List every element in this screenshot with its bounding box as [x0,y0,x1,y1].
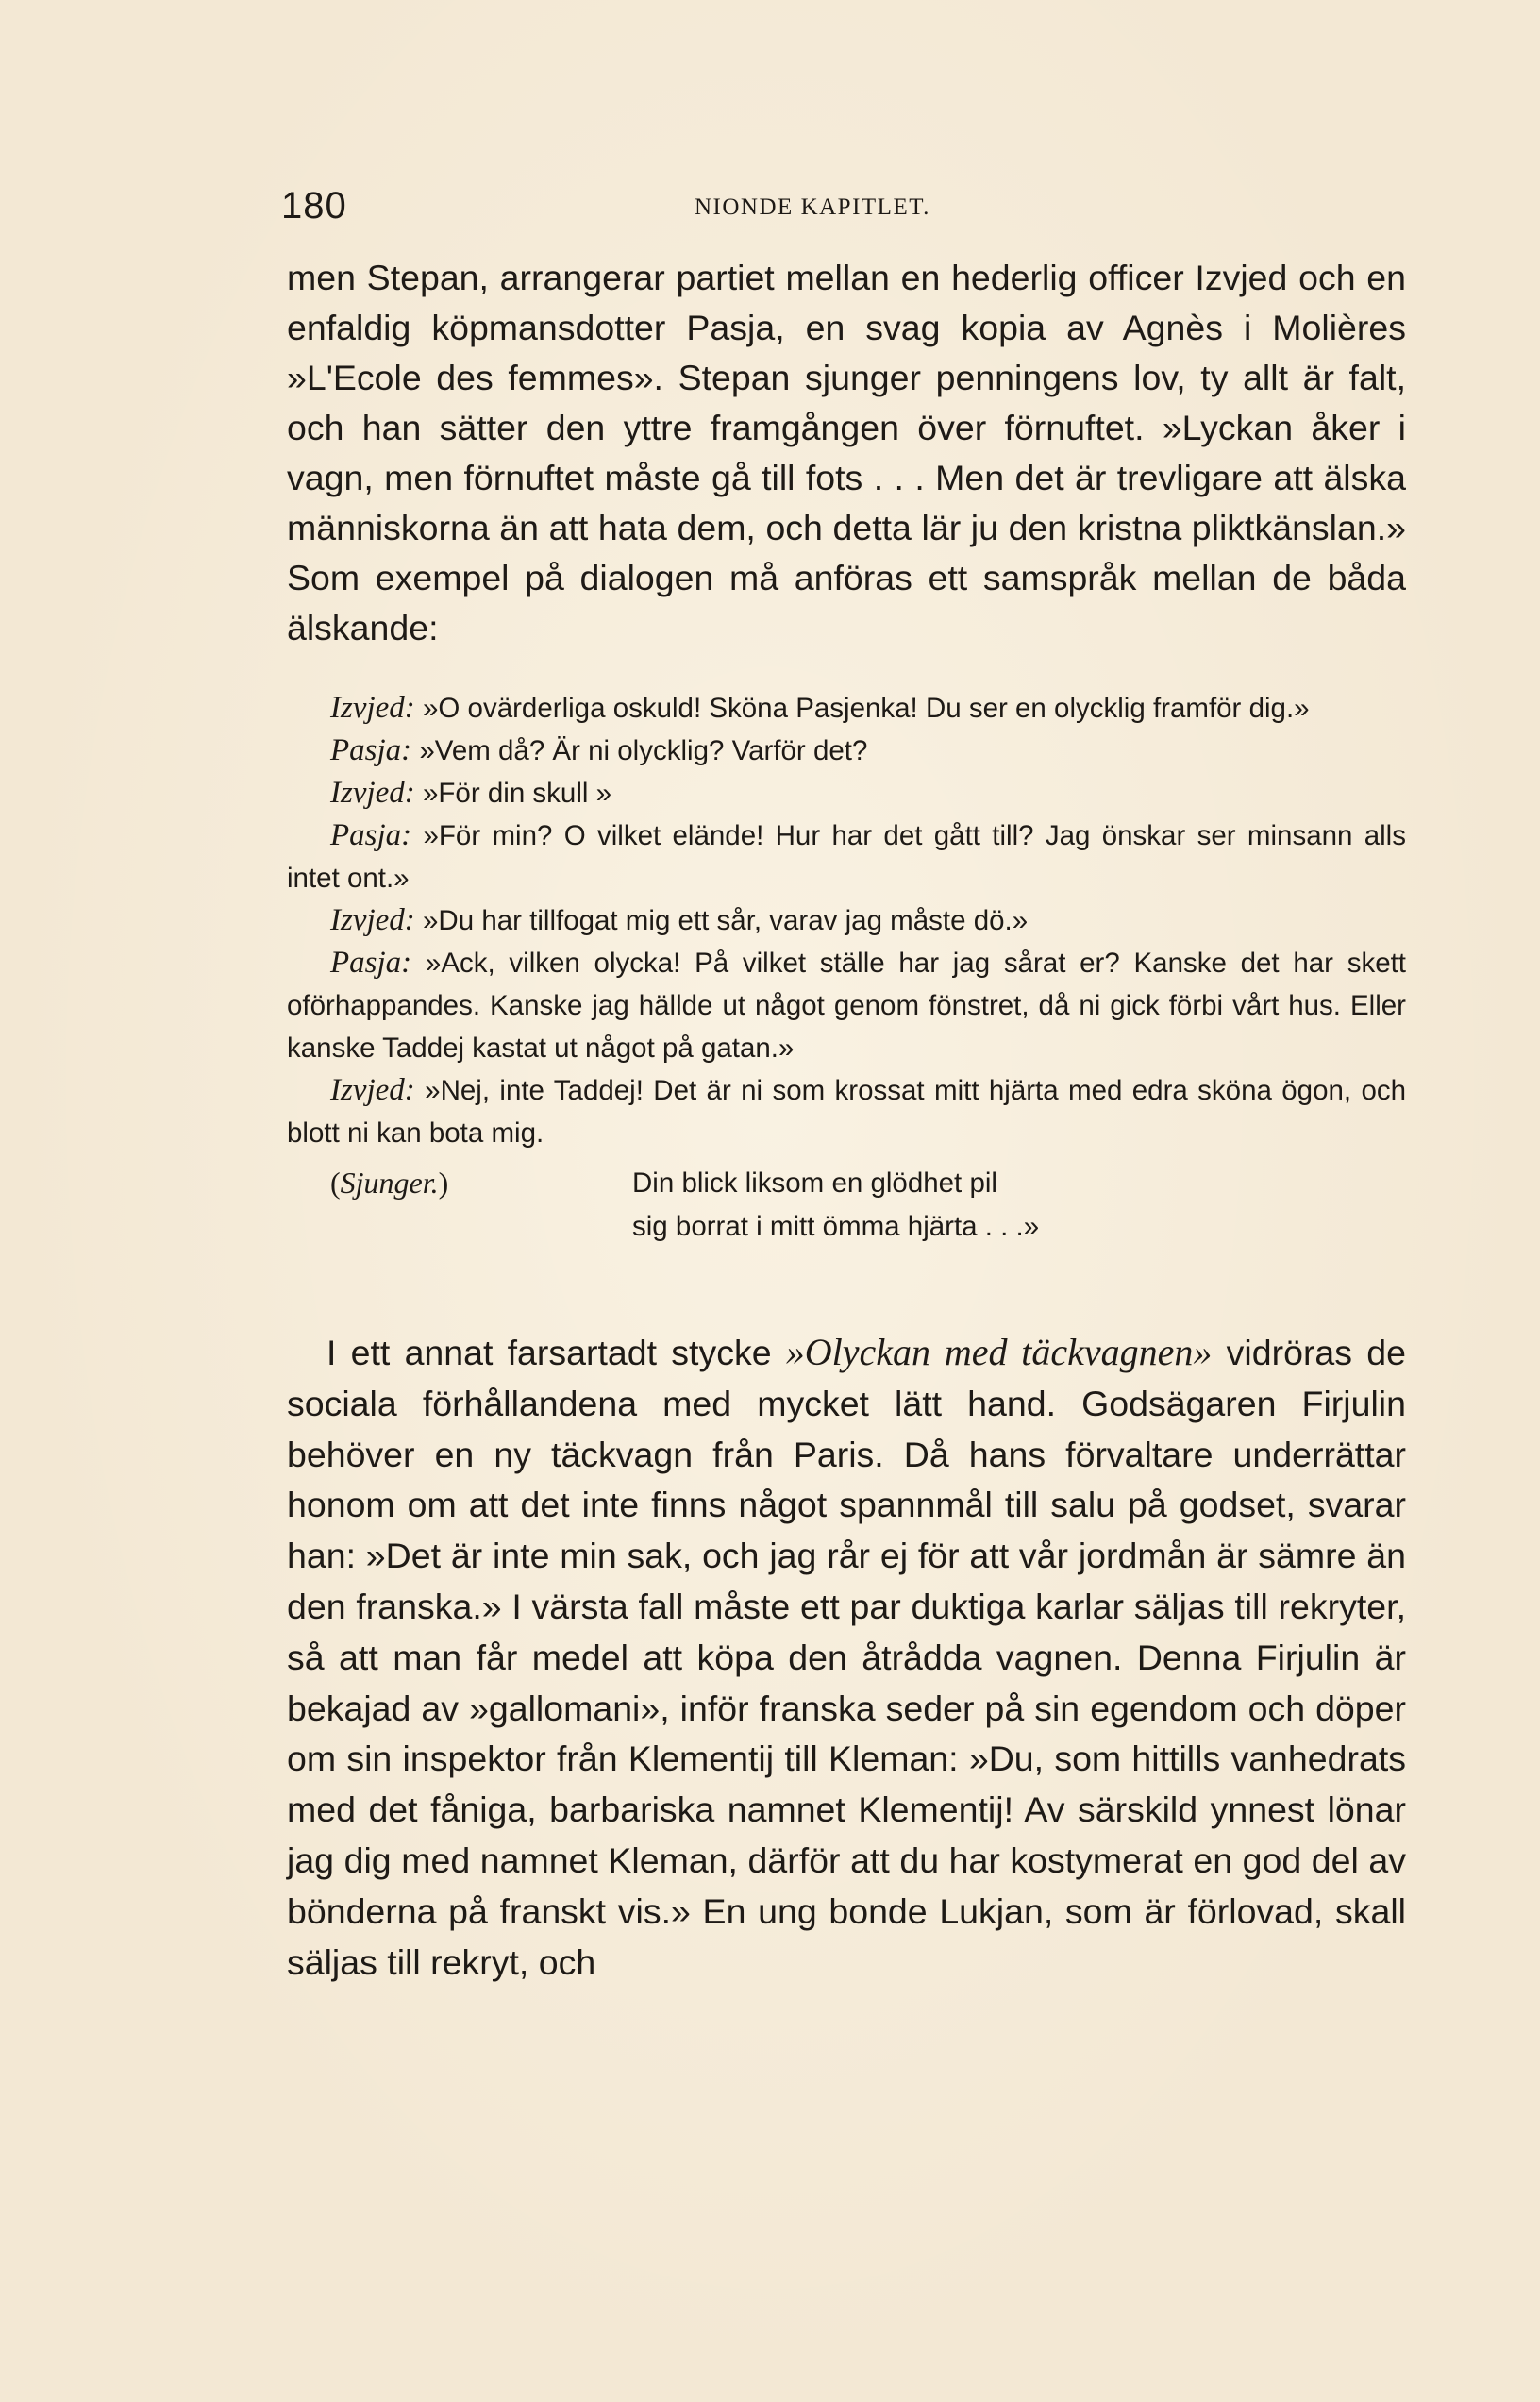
speaker-name: Izvjed: [330,776,415,810]
verse-line: Din blick liksom en glödhet pil [632,1167,997,1199]
verse-line: sig borrat i mitt ömma hjärta . . .» [632,1211,1040,1242]
dialogue-line [287,815,1406,899]
dialogue-line [287,899,1406,942]
song-verse [330,1162,1406,1252]
dialogue-text: »För min? O vilket elände! Hur har det gått till? Jag önskar ser minsann alls intet ont.» [287,820,1406,894]
dialogue-text: »Ack, vilken olycka! På vilket ställe har jag sårat er? Kanske det har skett oförhappandes. Kanske jag hällde ut något genom fönstret, då ni gick förbi vårt hus. Eller kanske Taddej kastat ut något på gatan.» [287,948,1406,1064]
speaker-name: Pasja: [330,946,412,980]
dialogue-line [287,687,1406,730]
dialogue-line [287,772,1406,815]
paragraph-2-lead: I ett annat farsartadt stycke [326,1333,786,1372]
dialogue-text: »Nej, inte Taddej! Det är ni som krossat mitt hjärta med edra sköna ögon, och blott ni kan bota mig. [287,1075,1407,1149]
speaker-name: Izvjed: [330,691,415,725]
paren-open: ( [330,1166,341,1200]
paren-close: ) [438,1166,449,1200]
paragraph-1: men Stepan, arrangerar partiet mellan en hederlig officer Izvjed och en enfaldig köpmansdotter Pasja, en svag kopia av Agnès i Molières »L'Ecole des femmes». Stepan sjunger penningens lov, ty allt är falt, och han sätter den yttre framgången över förnuftet. »Lyckan åker i vagn, men förnuftet måste gå till fots . . . Men det är trevligare att älska människorna än att hata dem, och detta lär ju den kristna pliktkänslan.» Som exempel på dialogen må anföras ett samspråk mellan de båda älskande: [287,258,1406,647]
dialogue-excerpt [287,687,1406,1252]
dialogue-text: »Vem då? Är ni olycklig? Varför det? [419,735,868,766]
dialogue-text: »Du har tillfogat mig ett sår, varav jag måste dö.» [423,905,1029,936]
dialogue-text: »För din skull » [423,778,612,809]
speaker-name: Izvjed: [330,903,415,937]
dialogue-line [287,730,1406,772]
play-title: »Olyckan med täckvagnen» [785,1331,1213,1373]
dialogue-line [287,942,1406,1069]
speaker-name: Pasja: [330,818,412,852]
speaker-name: Pasja: [330,733,412,767]
stage-direction [330,1162,448,1204]
paragraph-2-rest: vidröras de sociala förhållandena med mycket lätt hand. Godsägaren Firjulin behöver en ny täckvagn från Paris. Då hans förvaltare underrättar honom om att det inte finns något spannmål till salu på godset, svarar han: »Det är inte min sak, och jag rår ej för att vår jordmån är sämre än den franska.» I värsta fall måste ett par duktiga karlar säljas till rekryter, så att man får medel att köpa den åtrådda vagnen. Denna Firjulin är bekajad av »gallomani», inför franska seder på sin egendom och döper om sin inspektor från Klementij till Kleman: »Du, som hittills vanhedrats med det fåniga, barbariska namnet Klementij! Av särskild ynnest lönar jag dig med namnet Kleman, därför att du har kostymerat en god del av bönderna på franskt vis.» En ung bonde Lukjan, som är förlovad, skall säljas till rekryt, och [287,1333,1406,1982]
stage-direction-text: Sjunger. [340,1166,439,1200]
page-number: 180 [281,185,347,227]
page-header [281,185,1404,242]
running-head: NIONDE KAPITLET. [695,194,930,220]
speaker-name: Izvjed: [330,1073,415,1107]
dialogue-text: »O ovärderliga oskuld! Sköna Pasjenka! Du ser en olycklig framför dig.» [423,693,1310,724]
dialogue-line [287,1069,1406,1154]
paragraph-2 [287,1327,1406,1988]
